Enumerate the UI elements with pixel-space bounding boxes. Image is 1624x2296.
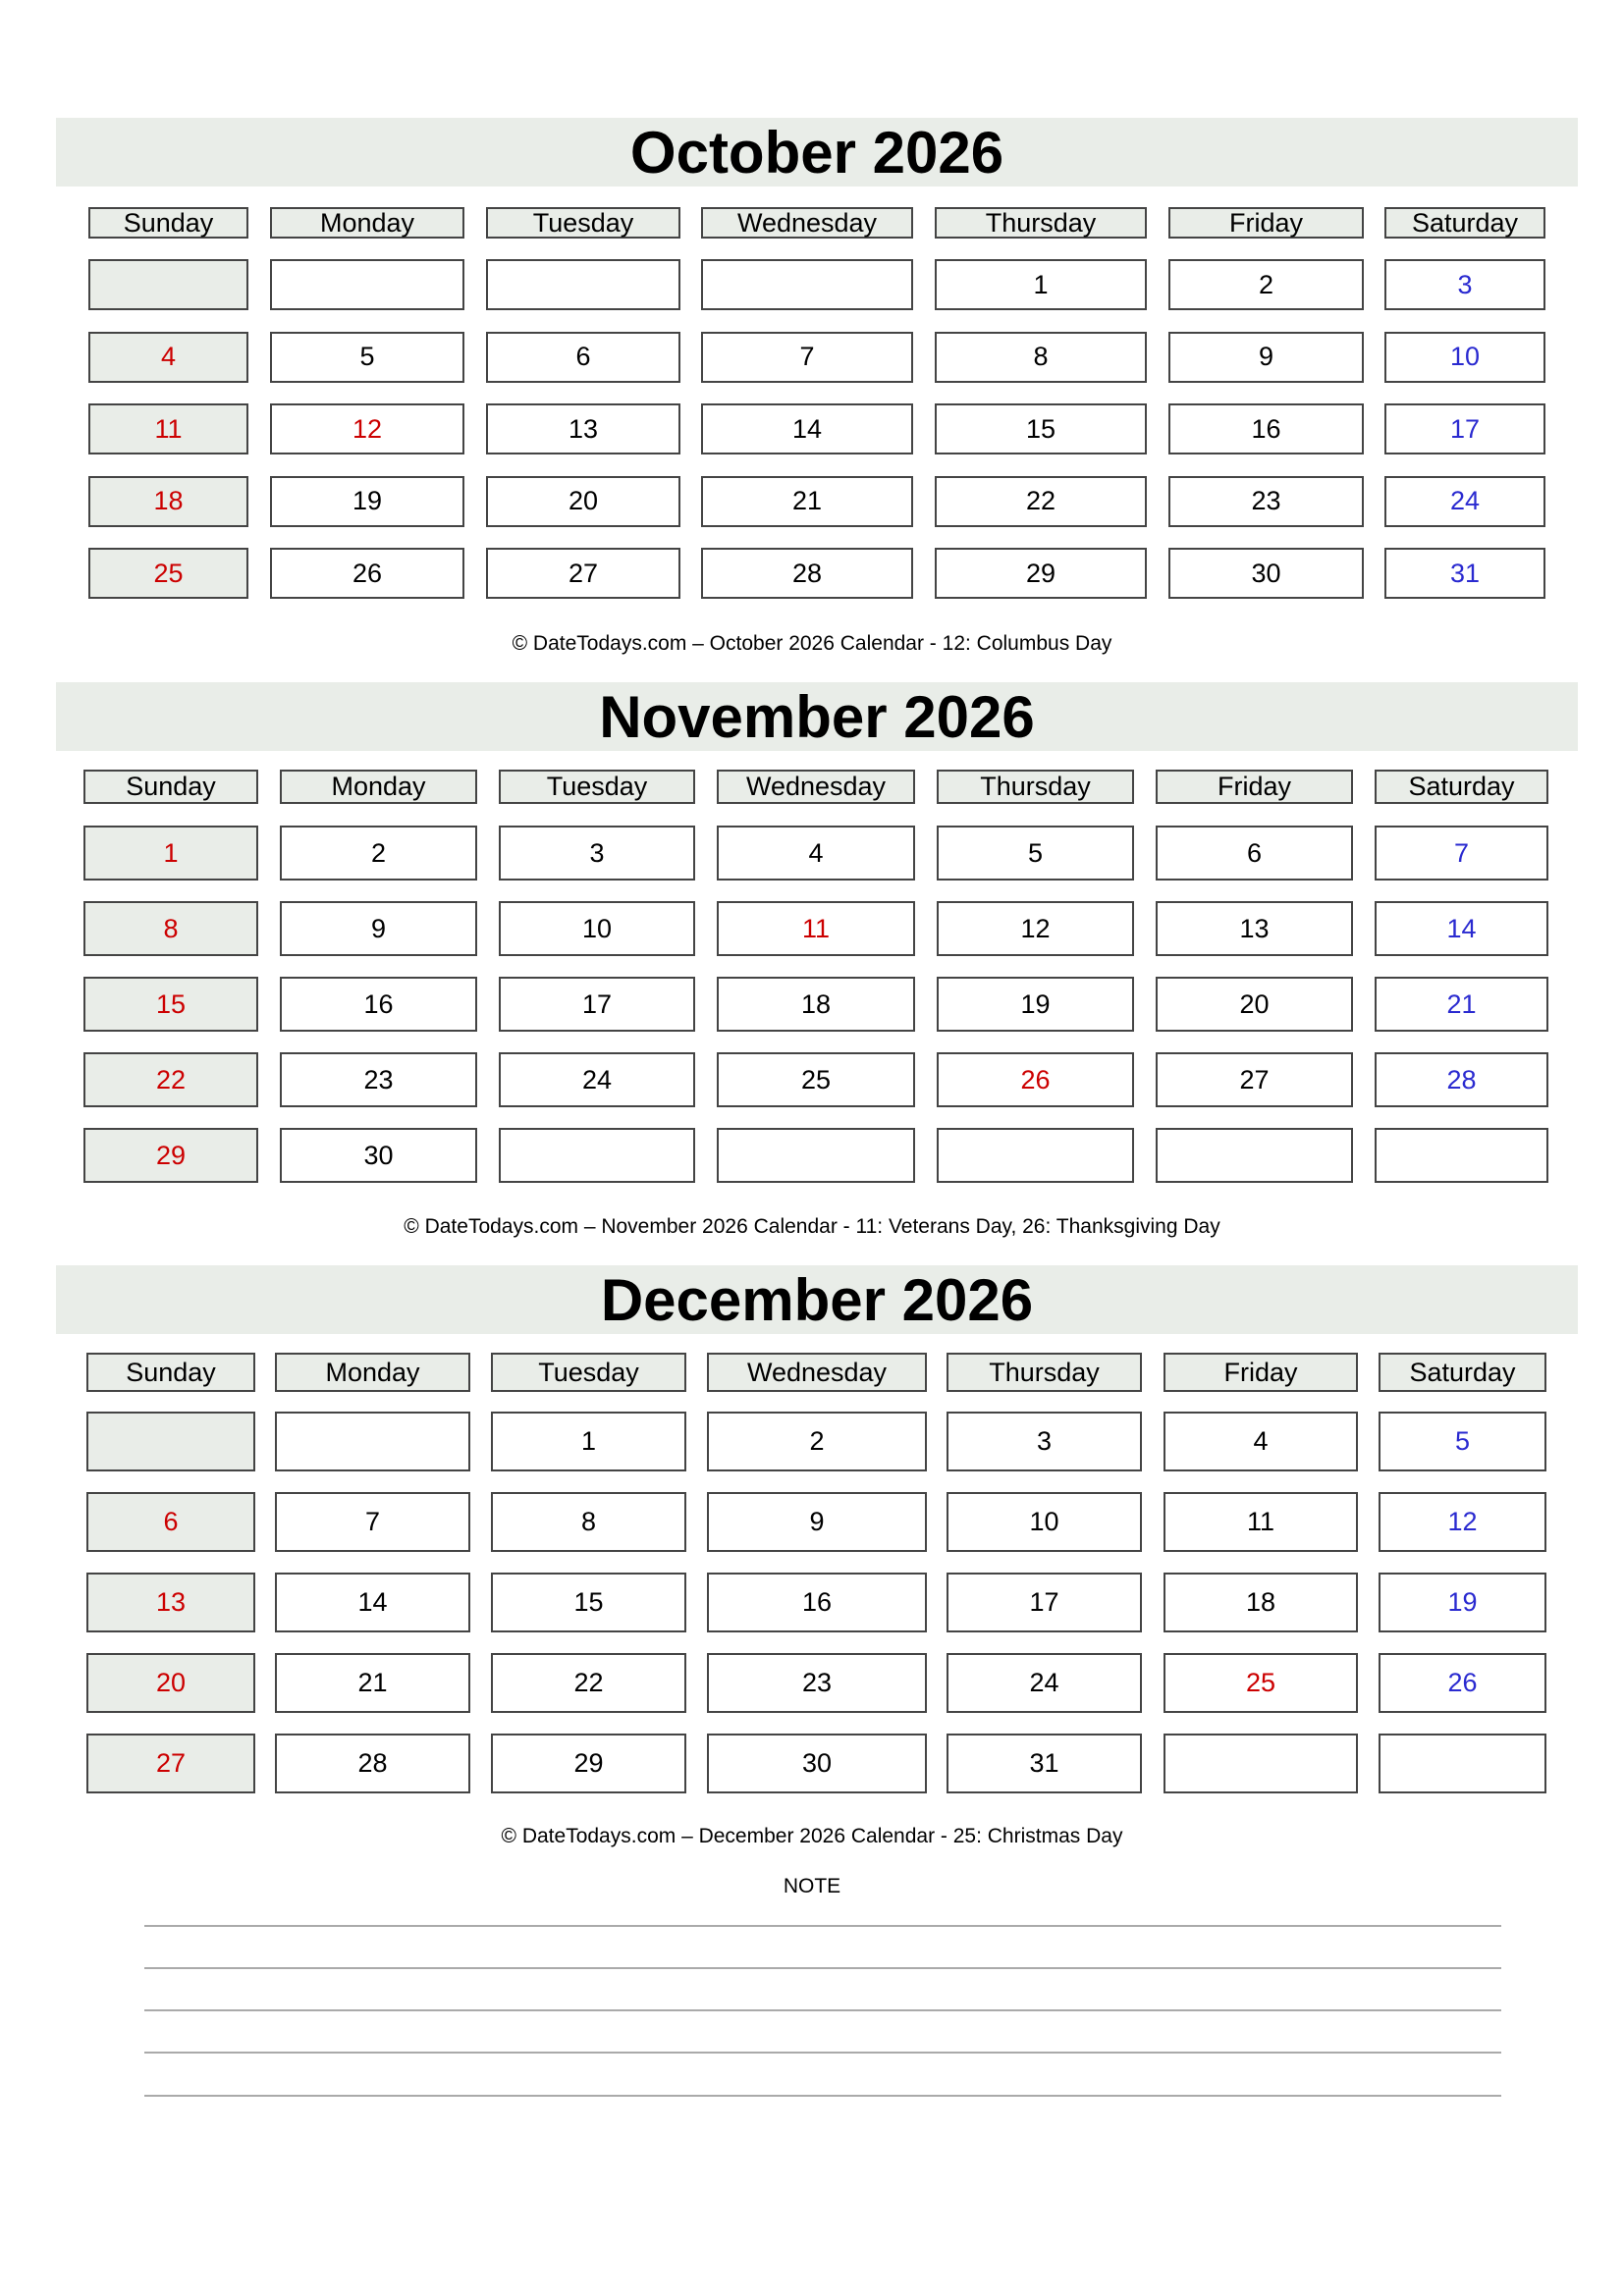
- day-cell[interactable]: 24: [499, 1052, 695, 1107]
- day-cell[interactable]: 12: [937, 901, 1134, 956]
- weekday-header-monday: Monday: [270, 207, 464, 239]
- day-cell[interactable]: 11: [717, 901, 915, 956]
- day-cell[interactable]: 29: [491, 1734, 686, 1793]
- day-cell[interactable]: 11: [88, 403, 248, 454]
- day-cell[interactable]: 2: [1168, 259, 1364, 310]
- day-cell[interactable]: 6: [86, 1492, 255, 1552]
- weekday-header-wednesday: Wednesday: [701, 207, 913, 239]
- day-cell[interactable]: 4: [717, 826, 915, 881]
- weekday-header-saturday: Saturday: [1379, 1353, 1546, 1392]
- month-title: November 2026: [56, 682, 1578, 751]
- day-cell[interactable]: 25: [717, 1052, 915, 1107]
- day-cell[interactable]: 1: [83, 826, 258, 881]
- day-cell[interactable]: 16: [707, 1573, 927, 1632]
- weekday-header-thursday: Thursday: [935, 207, 1147, 239]
- day-cell[interactable]: 10: [1384, 332, 1545, 383]
- weekday-header-sunday: Sunday: [86, 1353, 255, 1392]
- day-cell[interactable]: 15: [491, 1573, 686, 1632]
- empty-day-cell[interactable]: [86, 1412, 255, 1471]
- day-cell[interactable]: 8: [935, 332, 1147, 383]
- day-cell[interactable]: 29: [83, 1128, 258, 1183]
- month-title: December 2026: [56, 1265, 1578, 1334]
- day-cell[interactable]: 12: [1379, 1492, 1546, 1552]
- day-cell[interactable]: 22: [83, 1052, 258, 1107]
- day-cell[interactable]: 30: [1168, 548, 1364, 599]
- day-cell[interactable]: 15: [83, 977, 258, 1032]
- weekday-header-tuesday: Tuesday: [486, 207, 680, 239]
- day-cell[interactable]: 1: [935, 259, 1147, 310]
- empty-day-cell[interactable]: [1156, 1128, 1353, 1183]
- day-cell[interactable]: 26: [1379, 1653, 1546, 1713]
- day-cell[interactable]: 6: [486, 332, 680, 383]
- day-cell[interactable]: 17: [1384, 403, 1545, 454]
- day-cell[interactable]: 23: [707, 1653, 927, 1713]
- weekday-header-saturday: Saturday: [1375, 770, 1548, 804]
- note-line: [144, 2009, 1501, 2011]
- day-cell[interactable]: 9: [1168, 332, 1364, 383]
- day-cell[interactable]: 29: [935, 548, 1147, 599]
- day-cell[interactable]: 9: [707, 1492, 927, 1552]
- weekday-header-sunday: Sunday: [88, 207, 248, 239]
- day-cell[interactable]: 21: [1375, 977, 1548, 1032]
- day-cell[interactable]: 27: [1156, 1052, 1353, 1107]
- day-cell[interactable]: 28: [701, 548, 913, 599]
- calendar-caption: © DateTodays.com – November 2026 Calendar - 11: Veterans Day, 26: Thanksgiving Day: [404, 1215, 1220, 1238]
- empty-day-cell[interactable]: [701, 259, 913, 310]
- day-cell[interactable]: 17: [947, 1573, 1142, 1632]
- day-cell[interactable]: 13: [86, 1573, 255, 1632]
- day-cell[interactable]: 20: [1156, 977, 1353, 1032]
- note-line: [144, 2095, 1501, 2097]
- day-cell[interactable]: 13: [1156, 901, 1353, 956]
- day-cell[interactable]: 21: [701, 476, 913, 527]
- empty-day-cell[interactable]: [1379, 1734, 1546, 1793]
- day-cell[interactable]: 26: [270, 548, 464, 599]
- empty-day-cell[interactable]: [717, 1128, 915, 1183]
- empty-day-cell[interactable]: [937, 1128, 1134, 1183]
- day-cell[interactable]: 10: [499, 901, 695, 956]
- day-cell[interactable]: 14: [1375, 901, 1548, 956]
- weekday-header-monday: Monday: [275, 1353, 470, 1392]
- weekday-header-thursday: Thursday: [947, 1353, 1142, 1392]
- note-line: [144, 1967, 1501, 1969]
- day-cell[interactable]: 9: [280, 901, 477, 956]
- day-cell[interactable]: 7: [1375, 826, 1548, 881]
- day-cell[interactable]: 5: [270, 332, 464, 383]
- weekday-header-friday: Friday: [1168, 207, 1364, 239]
- day-cell[interactable]: 5: [937, 826, 1134, 881]
- day-cell[interactable]: 13: [486, 403, 680, 454]
- day-cell[interactable]: 8: [491, 1492, 686, 1552]
- weekday-header-wednesday: Wednesday: [717, 770, 915, 804]
- day-cell[interactable]: 15: [935, 403, 1147, 454]
- day-cell[interactable]: 18: [1164, 1573, 1358, 1632]
- day-cell[interactable]: 8: [83, 901, 258, 956]
- day-cell[interactable]: 2: [280, 826, 477, 881]
- day-cell[interactable]: 20: [86, 1653, 255, 1713]
- empty-day-cell[interactable]: [1164, 1734, 1358, 1793]
- day-cell[interactable]: 18: [717, 977, 915, 1032]
- note-line: [144, 2052, 1501, 2054]
- day-cell[interactable]: 3: [947, 1412, 1142, 1471]
- day-cell[interactable]: 7: [701, 332, 913, 383]
- day-cell[interactable]: 24: [1384, 476, 1545, 527]
- empty-day-cell[interactable]: [88, 259, 248, 310]
- empty-day-cell[interactable]: [486, 259, 680, 310]
- calendar-caption: © DateTodays.com – December 2026 Calendar - 25: Christmas Day: [501, 1825, 1123, 1847]
- day-cell[interactable]: 14: [275, 1573, 470, 1632]
- weekday-header-saturday: Saturday: [1384, 207, 1545, 239]
- weekday-header-tuesday: Tuesday: [499, 770, 695, 804]
- day-cell[interactable]: 3: [499, 826, 695, 881]
- day-cell[interactable]: 12: [270, 403, 464, 454]
- day-cell[interactable]: 18: [88, 476, 248, 527]
- weekday-header-wednesday: Wednesday: [707, 1353, 927, 1392]
- day-cell[interactable]: 30: [280, 1128, 477, 1183]
- day-cell[interactable]: 25: [1164, 1653, 1358, 1713]
- weekday-header-monday: Monday: [280, 770, 477, 804]
- empty-day-cell[interactable]: [270, 259, 464, 310]
- day-cell[interactable]: 10: [947, 1492, 1142, 1552]
- day-cell[interactable]: 19: [937, 977, 1134, 1032]
- day-cell[interactable]: 31: [947, 1734, 1142, 1793]
- weekday-header-friday: Friday: [1164, 1353, 1358, 1392]
- note-line: [144, 1925, 1501, 1927]
- day-cell[interactable]: 30: [707, 1734, 927, 1793]
- day-cell[interactable]: 21: [275, 1653, 470, 1713]
- day-cell[interactable]: 14: [701, 403, 913, 454]
- day-cell[interactable]: 5: [1379, 1412, 1546, 1471]
- day-cell[interactable]: 7: [275, 1492, 470, 1552]
- day-cell[interactable]: 23: [1168, 476, 1364, 527]
- day-cell[interactable]: 19: [270, 476, 464, 527]
- day-cell[interactable]: 1: [491, 1412, 686, 1471]
- day-cell[interactable]: 25: [88, 548, 248, 599]
- day-cell[interactable]: 23: [280, 1052, 477, 1107]
- weekday-header-friday: Friday: [1156, 770, 1353, 804]
- day-cell[interactable]: 20: [486, 476, 680, 527]
- day-cell[interactable]: 17: [499, 977, 695, 1032]
- day-cell[interactable]: 3: [1384, 259, 1545, 310]
- day-cell[interactable]: 22: [491, 1653, 686, 1713]
- day-cell[interactable]: 2: [707, 1412, 927, 1471]
- day-cell[interactable]: 27: [86, 1734, 255, 1793]
- calendar-caption: © DateTodays.com – October 2026 Calendar - 12: Columbus Day: [512, 632, 1112, 655]
- day-cell[interactable]: 4: [88, 332, 248, 383]
- day-cell[interactable]: 6: [1156, 826, 1353, 881]
- day-cell[interactable]: 19: [1379, 1573, 1546, 1632]
- empty-day-cell[interactable]: [499, 1128, 695, 1183]
- day-cell[interactable]: 24: [947, 1653, 1142, 1713]
- day-cell[interactable]: 27: [486, 548, 680, 599]
- day-cell[interactable]: 11: [1164, 1492, 1358, 1552]
- day-cell[interactable]: 16: [1168, 403, 1364, 454]
- weekday-header-sunday: Sunday: [83, 770, 258, 804]
- day-cell[interactable]: 31: [1384, 548, 1545, 599]
- day-cell[interactable]: 26: [937, 1052, 1134, 1107]
- empty-day-cell[interactable]: [1375, 1128, 1548, 1183]
- weekday-header-thursday: Thursday: [937, 770, 1134, 804]
- weekday-header-tuesday: Tuesday: [491, 1353, 686, 1392]
- day-cell[interactable]: 4: [1164, 1412, 1358, 1471]
- day-cell[interactable]: 28: [1375, 1052, 1548, 1107]
- day-cell[interactable]: 28: [275, 1734, 470, 1793]
- day-cell[interactable]: 16: [280, 977, 477, 1032]
- note-label: NOTE: [783, 1875, 841, 1897]
- month-title: October 2026: [56, 118, 1578, 187]
- empty-day-cell[interactable]: [275, 1412, 470, 1471]
- day-cell[interactable]: 22: [935, 476, 1147, 527]
